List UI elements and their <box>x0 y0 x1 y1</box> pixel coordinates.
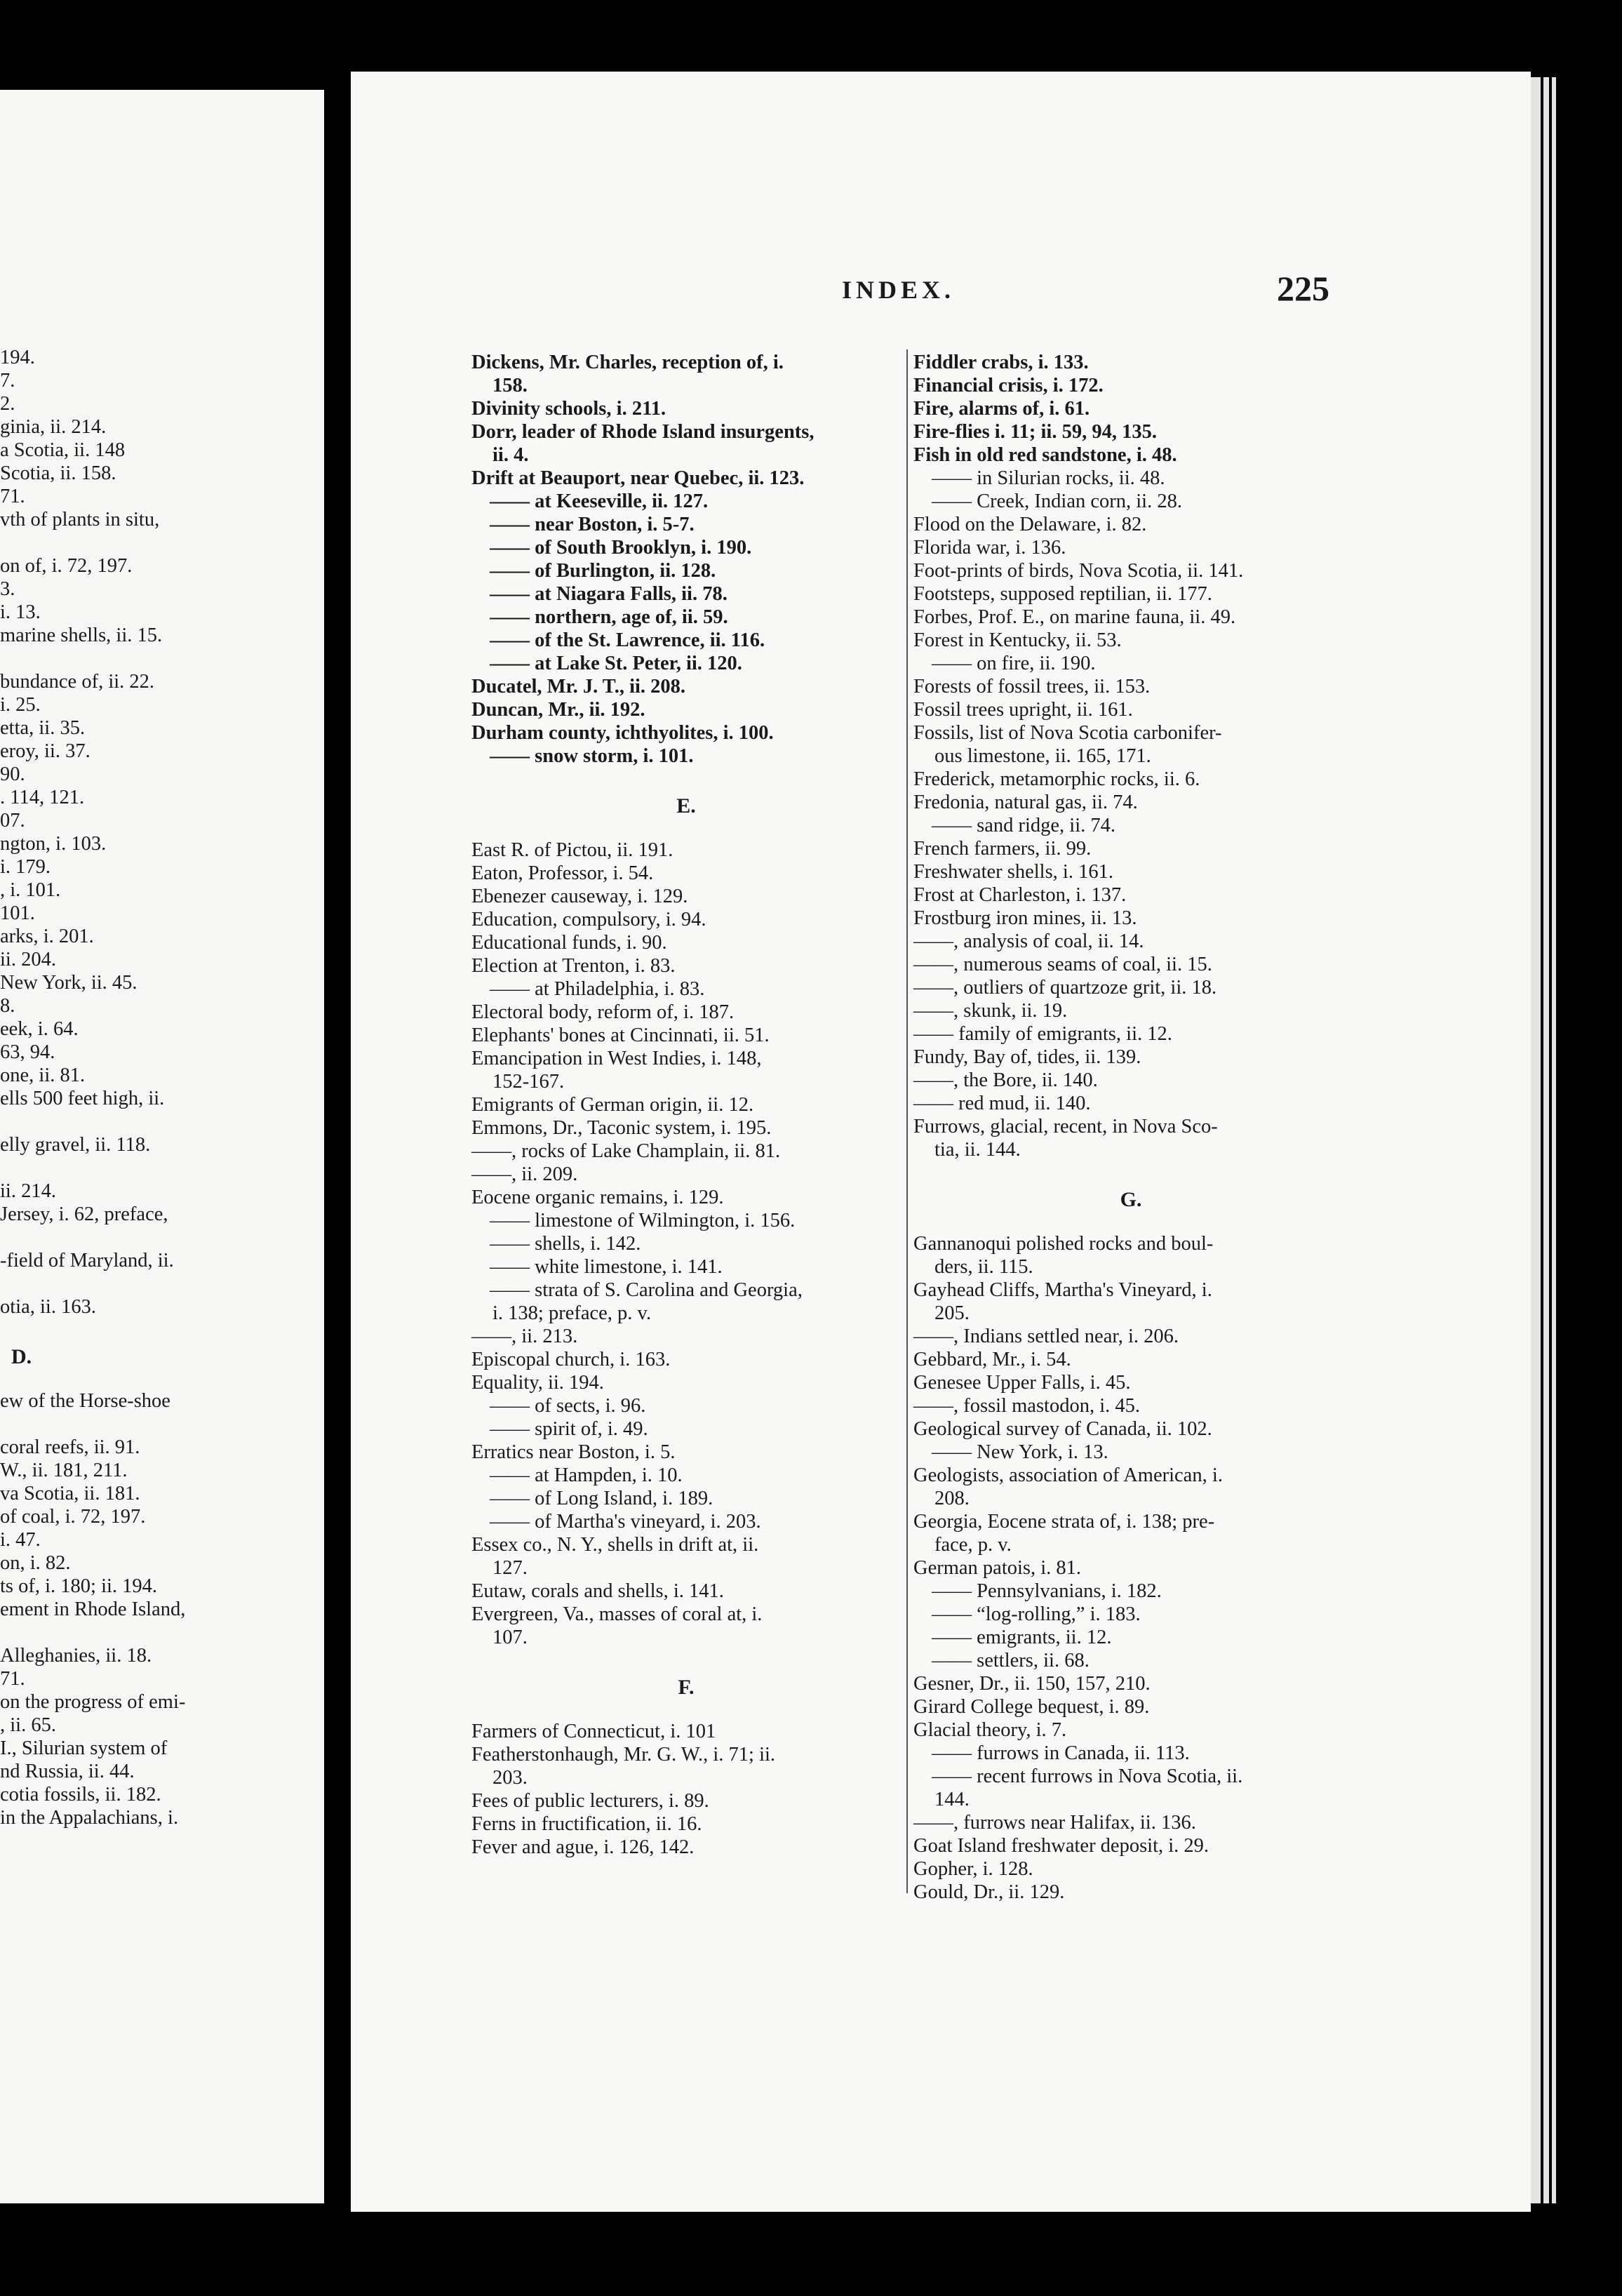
index-entry <box>0 1272 324 1295</box>
index-entry: —— at Hampden, i. 10. <box>490 1464 683 1486</box>
index-entry: tia, ii. 144. <box>934 1139 1021 1161</box>
index-entry: Ebenezer causeway, i. 129. <box>471 886 688 907</box>
index-entry: French farmers, ii. 99. <box>913 838 1092 860</box>
index-entry: ew of the Horse-shoe <box>0 1390 170 1412</box>
index-entry: Dickens, Mr. Charles, reception of, i. <box>471 352 784 373</box>
index-entry: Episcopal church, i. 163. <box>471 1349 671 1370</box>
index-entry: Gopher, i. 128. <box>913 1858 1033 1880</box>
index-entry: —— northern, age of, ii. 59. <box>490 606 728 628</box>
index-entry: —— of Martha's vineyard, i. 203. <box>490 1511 761 1533</box>
index-entry: —— of sects, i. 96. <box>490 1395 646 1417</box>
index-entry: Jersey, i. 62, preface, <box>0 1203 168 1225</box>
index-entry: Freshwater shells, i. 161. <box>913 861 1113 883</box>
index-entry: —— strata of S. Carolina and Georgia, <box>490 1279 803 1301</box>
index-entry: Footsteps, supposed reptilian, ii. 177. <box>913 583 1212 605</box>
page-edge <box>1552 77 1556 2203</box>
index-entry: 71. <box>0 486 25 507</box>
index-entry: Evergreen, Va., masses of coral at, i. <box>471 1603 763 1625</box>
left-page <box>0 90 324 2203</box>
index-entry: Gayhead Cliffs, Martha's Vineyard, i. <box>913 1279 1212 1301</box>
index-entry: Ferns in fructification, ii. 16. <box>471 1813 702 1835</box>
index-entry: Florida war, i. 136. <box>913 537 1066 559</box>
index-entry: ——, ii. 213. <box>471 1326 578 1347</box>
index-entry: Flood on the Delaware, i. 82. <box>913 514 1147 535</box>
index-entry: Essex co., N. Y., shells in drift at, ii. <box>471 1534 759 1556</box>
index-entry: —— of Long Island, i. 189. <box>490 1488 713 1509</box>
index-entry: Fire, alarms of, i. 61. <box>913 398 1090 420</box>
index-entry: 63, 94. <box>0 1041 55 1063</box>
index-entry: —— on fire, ii. 190. <box>932 653 1096 674</box>
index-entry: —— Creek, Indian corn, ii. 28. <box>932 490 1182 512</box>
index-entry: 205. <box>934 1302 970 1324</box>
index-entry: Forbes, Prof. E., on marine fauna, ii. 49. <box>913 606 1236 628</box>
index-entry: Emigrants of German origin, ii. 12. <box>471 1094 754 1116</box>
index-entry: Scotia, ii. 158. <box>0 462 116 484</box>
index-entry: ——, skunk, ii. 19. <box>913 1000 1068 1022</box>
index-entry <box>0 531 324 554</box>
index-entry: —— “log-rolling,” i. 183. <box>932 1603 1141 1625</box>
index-entry: Fossil trees upright, ii. 161. <box>913 699 1133 721</box>
index-entry: Fire-flies i. 11; ii. 59, 94, 135. <box>913 421 1157 443</box>
index-entry: Genesee Upper Falls, i. 45. <box>913 1372 1131 1394</box>
index-entry: Electoral body, reform of, i. 187. <box>471 1001 735 1023</box>
index-entry <box>0 647 324 670</box>
index-entry: W., ii. 181, 211. <box>0 1460 128 1481</box>
index-entry: , ii. 65. <box>0 1714 56 1736</box>
index-entry: nd Russia, ii. 44. <box>0 1761 135 1782</box>
index-entry: —— New York, i. 13. <box>932 1441 1108 1463</box>
index-entry: Durham county, ichthyolites, i. 100. <box>471 722 774 744</box>
index-entry: East R. of Pictou, ii. 191. <box>471 839 673 861</box>
index-entry: 8. <box>0 995 15 1017</box>
index-entry: va Scotia, ii. 181. <box>0 1483 140 1504</box>
index-entry: Gesner, Dr., ii. 150, 157, 210. <box>913 1673 1151 1695</box>
index-entry: ——, the Bore, ii. 140. <box>913 1069 1098 1091</box>
index-entry: bundance of, ii. 22. <box>0 671 155 693</box>
index-entry: -field of Maryland, ii. <box>0 1250 174 1272</box>
index-entry: vth of plants in situ, <box>0 509 160 530</box>
left-page-column <box>0 346 324 1829</box>
index-entry: Fossils, list of Nova Scotia carbonifer- <box>913 722 1222 744</box>
index-entry: Emmons, Dr., Taconic system, i. 195. <box>471 1117 772 1139</box>
index-entry: Frostburg iron mines, ii. 13. <box>913 907 1137 929</box>
index-entry: ——, ii. 209. <box>471 1163 578 1185</box>
index-entry: Geologists, association of American, i. <box>913 1464 1223 1486</box>
index-entry: ginia, ii. 214. <box>0 416 107 438</box>
index-entry: ii. 214. <box>0 1180 56 1202</box>
d-entries <box>471 351 901 768</box>
index-column-right <box>913 351 1348 1904</box>
index-entry: —— family of emigrants, ii. 12. <box>913 1023 1172 1045</box>
index-entry <box>0 1621 324 1644</box>
index-entry: Divinity schools, i. 211. <box>471 398 666 420</box>
index-entry: Frost at Charleston, i. 137. <box>913 884 1127 906</box>
index-entry: Drift at Beauport, near Quebec, ii. 123. <box>471 467 805 489</box>
index-entry <box>0 1156 324 1180</box>
index-entry: ells 500 feet high, ii. <box>0 1088 165 1109</box>
index-entry: Glacial theory, i. 7. <box>913 1719 1067 1741</box>
running-header: INDEX. <box>842 276 956 304</box>
index-entry: 90. <box>0 763 25 785</box>
index-entry: Frederick, metamorphic rocks, ii. 6. <box>913 768 1200 790</box>
index-entry: —— settlers, ii. 68. <box>932 1650 1090 1671</box>
index-entry: ——, outliers of quartzoze grit, ii. 18. <box>913 977 1217 999</box>
left-entries-after-d <box>0 1389 324 1829</box>
index-entry: 7. <box>0 370 15 392</box>
index-entry: —— at Philadelphia, i. 83. <box>490 978 705 1000</box>
index-entry: 158. <box>492 375 528 396</box>
index-entry: one, ii. 81. <box>0 1064 86 1086</box>
index-entry <box>0 1413 324 1436</box>
index-entry: Fever and ague, i. 126, 142. <box>471 1836 695 1858</box>
index-entry: 144. <box>934 1789 970 1810</box>
index-entry: 71. <box>0 1668 25 1690</box>
index-entry: i. 47. <box>0 1529 41 1551</box>
index-entry <box>0 1226 324 1249</box>
index-entry: Elephants' bones at Cincinnati, ii. 51. <box>471 1024 770 1046</box>
index-entry: face, p. v. <box>934 1534 1012 1556</box>
index-entry: —— near Boston, i. 5-7. <box>490 514 695 535</box>
index-entry: ——, analysis of coal, ii. 14. <box>913 930 1144 952</box>
f-entries <box>471 1720 901 1859</box>
index-entry: 208. <box>934 1488 970 1509</box>
e-entries <box>471 839 901 1649</box>
index-entry: Ducatel, Mr. J. T., ii. 208. <box>471 676 686 698</box>
index-entry: arks, i. 201. <box>0 926 94 947</box>
index-entry: —— of South Brooklyn, i. 190. <box>490 537 752 559</box>
index-entry: 101. <box>0 902 35 924</box>
index-entry: of coal, i. 72, 197. <box>0 1506 146 1528</box>
index-entry: —— of the St. Lawrence, ii. 116. <box>490 629 765 651</box>
section-letter-f: F. <box>678 1676 695 1699</box>
index-entry: Forests of fossil trees, ii. 153. <box>913 676 1151 698</box>
index-entry: elly gravel, ii. 118. <box>0 1134 151 1156</box>
index-entry: Educational funds, i. 90. <box>471 932 667 954</box>
index-entry: —— spirit of, i. 49. <box>490 1418 648 1440</box>
index-column-left <box>471 351 901 1859</box>
index-entry: i. 25. <box>0 694 41 716</box>
index-entry: Gebbard, Mr., i. 54. <box>913 1349 1071 1370</box>
index-entry: 152-167. <box>492 1071 565 1093</box>
index-entry: —— of Burlington, ii. 128. <box>490 560 716 582</box>
index-entry: Foot-prints of birds, Nova Scotia, ii. 141. <box>913 560 1244 582</box>
index-entry: ii. 4. <box>492 444 529 466</box>
index-entry: 107. <box>492 1627 528 1648</box>
index-entry: Fees of public lecturers, i. 89. <box>471 1790 709 1812</box>
index-entry: i. 138; preface, p. v. <box>492 1302 652 1324</box>
index-entry: on the progress of emi- <box>0 1691 186 1713</box>
index-entry: New York, ii. 45. <box>0 972 138 994</box>
index-entry: marine shells, ii. 15. <box>0 625 163 646</box>
f-entries-continued <box>913 351 1348 1161</box>
index-entry: Gannanoqui polished rocks and boul- <box>913 1233 1214 1255</box>
index-entry: ement in Rhode Island, <box>0 1598 186 1620</box>
index-entry: etta, ii. 35. <box>0 717 86 739</box>
index-entry: 194. <box>0 347 35 368</box>
index-entry: Furrows, glacial, recent, in Nova Sco- <box>913 1116 1218 1137</box>
index-entry: Fiddler crabs, i. 133. <box>913 352 1089 373</box>
index-entry: —— shells, i. 142. <box>490 1233 641 1255</box>
index-entry: I., Silurian system of <box>0 1737 168 1759</box>
index-entry: —— furrows in Canada, ii. 113. <box>932 1742 1190 1764</box>
index-entry: Duncan, Mr., ii. 192. <box>471 699 645 721</box>
index-entry: Equality, ii. 194. <box>471 1372 604 1394</box>
index-entry: a Scotia, ii. 148 <box>0 439 126 461</box>
index-entry: Gould, Dr., ii. 129. <box>913 1881 1065 1903</box>
index-entry: otia, ii. 163. <box>0 1296 96 1318</box>
index-entry: eroy, ii. 37. <box>0 740 91 762</box>
index-entry: —— emigrants, ii. 12. <box>932 1627 1112 1648</box>
index-entry: Eutaw, corals and shells, i. 141. <box>471 1580 724 1602</box>
index-entry: Fredonia, natural gas, ii. 74. <box>913 792 1138 813</box>
index-entry: —— at Niagara Falls, ii. 78. <box>490 583 728 605</box>
index-entry: Eocene organic remains, i. 129. <box>471 1187 724 1208</box>
index-entry: —— recent furrows in Nova Scotia, ii. <box>932 1766 1243 1787</box>
index-entry: —— at Lake St. Peter, ii. 120. <box>490 653 742 674</box>
index-entry: i. 179. <box>0 856 51 878</box>
index-entry: —— at Keeseville, ii. 127. <box>490 490 709 512</box>
index-entry: on of, i. 72, 197. <box>0 555 133 577</box>
index-entry: ders, ii. 115. <box>934 1256 1033 1278</box>
index-entry: Eaton, Professor, i. 54. <box>471 862 654 884</box>
index-entry: German patois, i. 81. <box>913 1557 1082 1579</box>
index-entry: Fish in old red sandstone, i. 48. <box>913 444 1177 466</box>
index-entry: Dorr, leader of Rhode Island insurgents, <box>471 421 815 443</box>
index-entry: , i. 101. <box>0 879 61 901</box>
index-entry: . 114, 121. <box>0 787 85 808</box>
index-entry: ii. 204. <box>0 949 56 970</box>
index-entry: i. 13. <box>0 601 41 623</box>
page-number: 225 <box>1277 269 1329 308</box>
index-entry: —— red mud, ii. 140. <box>913 1093 1091 1114</box>
index-entry: ——, fossil mastodon, i. 45. <box>913 1395 1141 1417</box>
index-entry: 2. <box>0 393 15 415</box>
index-entry: ——, rocks of Lake Champlain, ii. 81. <box>471 1140 781 1162</box>
index-entry: —— Pennsylvanians, i. 182. <box>932 1580 1162 1602</box>
index-entry: Girard College bequest, i. 89. <box>913 1696 1150 1718</box>
index-entry: Erratics near Boston, i. 5. <box>471 1441 676 1463</box>
section-letter-e: E. <box>676 794 696 817</box>
index-entry: —— sand ridge, ii. 74. <box>932 815 1116 836</box>
page-edge <box>1543 77 1549 2203</box>
index-entry: ous limestone, ii. 165, 171. <box>934 745 1151 767</box>
index-entry: cotia fossils, ii. 182. <box>0 1784 161 1806</box>
index-entry: ——, numerous seams of coal, ii. 15. <box>913 954 1212 975</box>
index-entry: Geological survey of Canada, ii. 102. <box>913 1418 1212 1440</box>
index-entry: —— in Silurian rocks, ii. 48. <box>932 467 1165 489</box>
index-entry: 3. <box>0 578 15 600</box>
index-entry: Emancipation in West Indies, i. 148, <box>471 1048 762 1069</box>
column-divider <box>906 349 908 1893</box>
index-entry: 07. <box>0 810 25 832</box>
index-entry: Farmers of Connecticut, i. 101 <box>471 1721 716 1742</box>
index-entry: coral reefs, ii. 91. <box>0 1436 140 1458</box>
index-entry: Fundy, Bay of, tides, ii. 139. <box>913 1046 1141 1068</box>
index-entry: Featherstonhaugh, Mr. G. W., i. 71; ii. <box>471 1744 776 1766</box>
index-entry: —— limestone of Wilmington, i. 156. <box>490 1210 796 1232</box>
section-letter-g: G. <box>1120 1188 1142 1211</box>
index-entry: —— white limestone, i. 141. <box>490 1256 723 1278</box>
index-entry: ——, furrows near Halifax, ii. 136. <box>913 1812 1196 1834</box>
index-entry: Election at Trenton, i. 83. <box>471 955 676 977</box>
index-entry: 203. <box>492 1767 528 1789</box>
index-entry: Education, compulsory, i. 94. <box>471 909 706 930</box>
index-entry: —— snow storm, i. 101. <box>490 745 694 767</box>
index-entry: in the Appalachians, i. <box>0 1807 179 1829</box>
left-entries-before-d <box>0 346 324 1319</box>
index-entry: Alleghanies, ii. 18. <box>0 1645 152 1667</box>
index-entry: Forest in Kentucky, ii. 53. <box>913 629 1122 651</box>
page-edge <box>1531 77 1541 2203</box>
index-entry: Georgia, Eocene strata of, i. 138; pre- <box>913 1511 1215 1533</box>
index-entry: Goat Island freshwater deposit, i. 29. <box>913 1835 1209 1857</box>
index-entry: Financial crisis, i. 172. <box>913 375 1104 396</box>
g-entries <box>913 1232 1348 1904</box>
index-entry: ts of, i. 180; ii. 194. <box>0 1575 158 1597</box>
index-entry: ngton, i. 103. <box>0 833 107 855</box>
index-entry: ——, Indians settled near, i. 206. <box>913 1326 1179 1347</box>
section-letter-d: D. <box>11 1345 32 1368</box>
index-entry: on, i. 82. <box>0 1552 71 1574</box>
index-entry <box>0 1110 324 1133</box>
index-entry: eek, i. 64. <box>0 1018 79 1040</box>
index-entry: 127. <box>492 1557 528 1579</box>
